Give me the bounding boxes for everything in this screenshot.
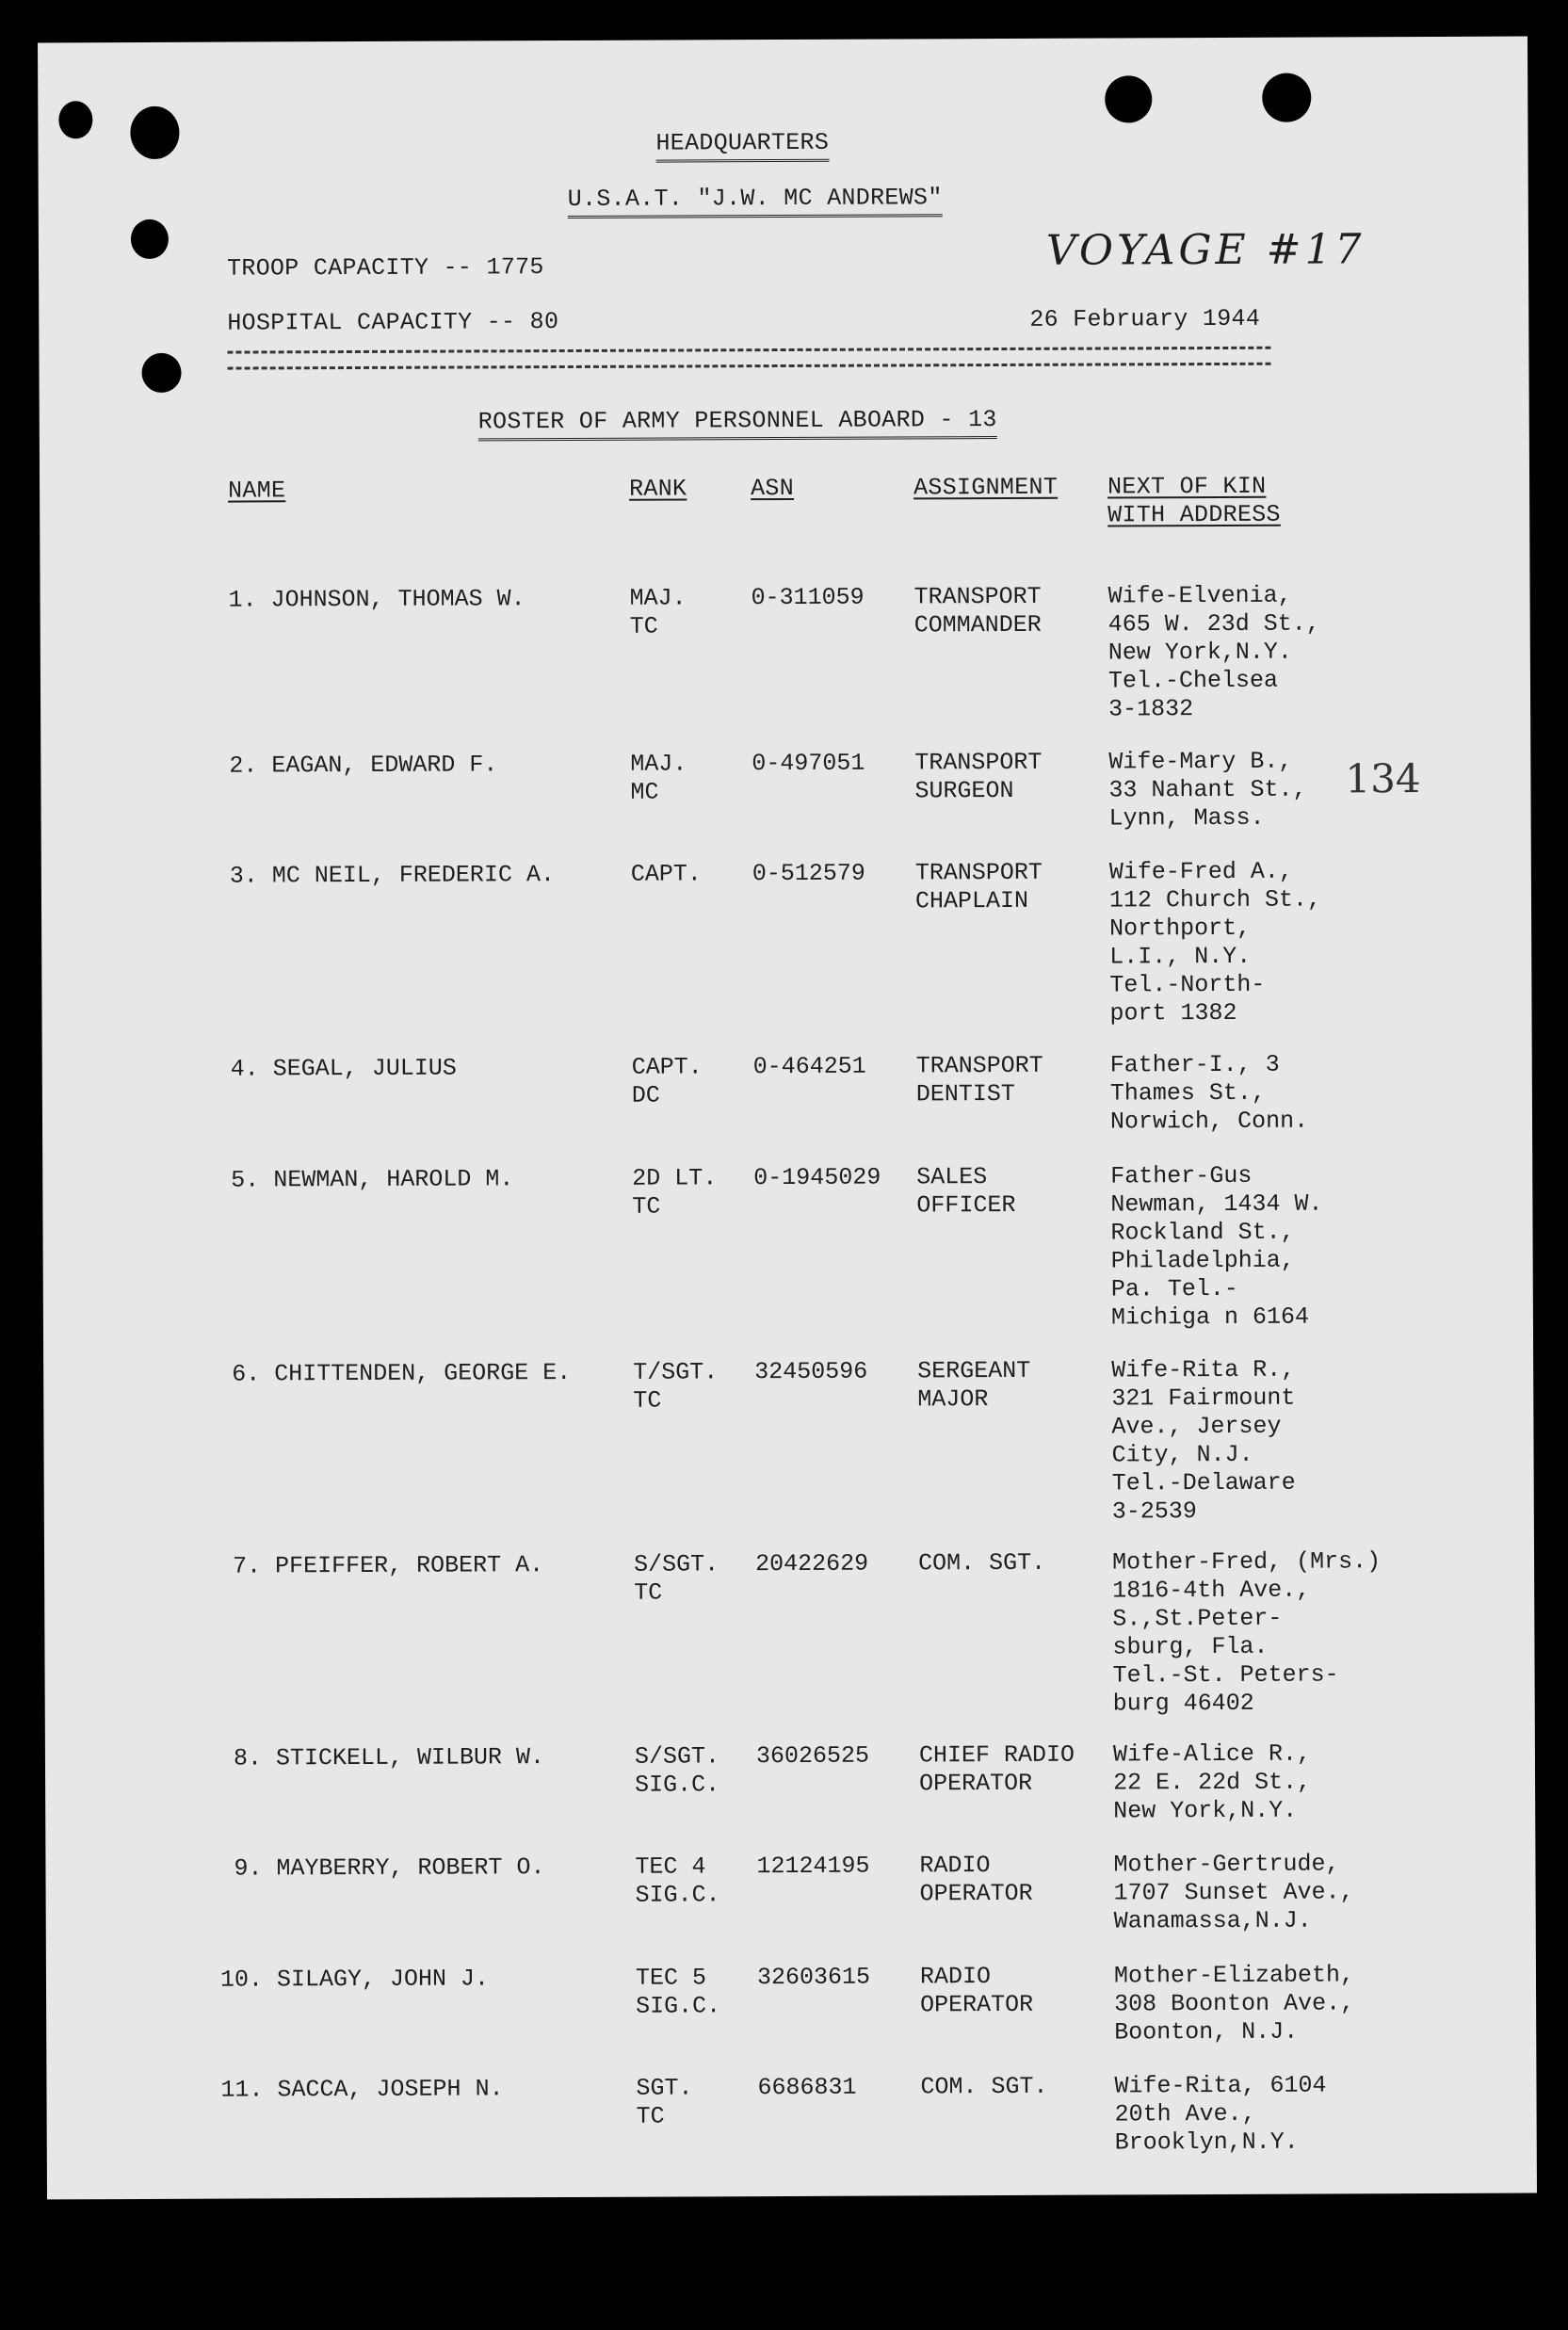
cell-name: 5. NEWMAN, HAROLD M.	[231, 1165, 514, 1194]
column-header-asn: ASN	[751, 474, 795, 503]
roster-title: ROSTER OF ARMY PERSONNEL ABOARD - 13	[478, 406, 997, 441]
cell-asn: 20422629	[754, 1549, 869, 1578]
cell-asn: 6686831	[757, 2073, 857, 2102]
cell-rank: S/SGT. TC	[634, 1550, 719, 1607]
document-date: 26 February 1944	[1029, 304, 1261, 333]
cell-assignment: TRANSPORT DENTIST	[915, 1051, 1043, 1108]
cell-name: 9. MAYBERRY, ROBERT O.	[234, 1853, 545, 1883]
cell-assignment: RADIO OPERATOR	[919, 1963, 1034, 2019]
separator-rule	[227, 347, 1270, 370]
column-header-next-of-kin: NEXT OF KIN WITH ADDRESS	[1107, 472, 1281, 529]
cell-rank: MAJ. MC	[630, 750, 687, 806]
cell-assignment: RADIO OPERATOR	[919, 1852, 1033, 1908]
cell-assignment: TRANSPORT CHAPLAIN	[914, 858, 1043, 915]
cell-rank: CAPT. DC	[631, 1053, 703, 1109]
hospital-capacity: HOSPITAL CAPACITY -- 80	[227, 308, 559, 337]
cell-assignment: CHIEF RADIO OPERATOR	[918, 1740, 1075, 1798]
column-header-name: NAME	[228, 477, 286, 505]
punch-hole	[1262, 73, 1311, 122]
cell-next-of-kin: Wife-Fred A., 112 Church St., Northport, L.I., N.Y. Tel.-North- port 1382	[1108, 857, 1322, 1027]
cell-name: 6. CHITTENDEN, GEORGE E.	[232, 1358, 572, 1388]
cell-rank: SGT. TC	[636, 2074, 693, 2130]
cell-next-of-kin: Wife-Alice R., 22 E. 22d St., New York,N.Y.	[1112, 1739, 1312, 1825]
cell-rank: T/SGT. TC	[633, 1358, 719, 1415]
cell-rank: 2D LT. TC	[632, 1164, 718, 1221]
cell-next-of-kin: Wife-Mary B., 33 Nahant St., Lynn, Mass.	[1108, 747, 1307, 833]
cell-next-of-kin: Father-I., 3 Thames St., Norwich, Conn.	[1109, 1050, 1309, 1136]
cell-asn: 32450596	[754, 1357, 868, 1386]
cell-next-of-kin: Wife-Elvenia, 465 W. 23d St., New York,N.Y. Tel.-Chelsea 3-1832	[1107, 581, 1320, 723]
cell-name: 7. PFEIFFER, ROBERT A.	[233, 1551, 544, 1580]
cell-assignment: TRANSPORT SURGEON	[914, 748, 1043, 805]
cell-name: 4. SEGAL, JULIUS	[230, 1054, 457, 1083]
cell-name: 11. SACCA, JOSEPH N.	[220, 2075, 504, 2104]
column-header-assignment: ASSIGNMENT	[913, 473, 1059, 502]
cell-assignment: SALES OFFICER	[916, 1163, 1016, 1220]
cell-rank: S/SGT. SIG.C.	[634, 1742, 720, 1799]
cell-asn: 0-512579	[752, 859, 865, 888]
cell-next-of-kin: Mother-Elizabeth, 308 Boonton Ave., Boonton, N.J.	[1113, 1961, 1355, 2047]
cell-asn: 0-497051	[752, 749, 865, 778]
cell-asn: 0-464251	[752, 1052, 866, 1081]
cell-asn: 32603615	[756, 1963, 871, 1992]
page-number: 134	[1345, 755, 1421, 802]
cell-name: 3. MC NEIL, FREDERIC A.	[229, 861, 555, 890]
cell-name: 8. STICKELL, WILBUR W.	[233, 1743, 545, 1772]
document-title: HEADQUARTERS	[655, 129, 829, 163]
cell-rank: MAJ. TC	[629, 584, 687, 640]
cell-asn: 0-1945029	[753, 1163, 881, 1192]
cell-name: 10. SILAGY, JOHN J.	[219, 1965, 490, 1994]
cell-next-of-kin: Father-Gus Newman, 1434 W. Rockland St., Philadelphia, Pa. Tel.- Michiga n 6164	[1110, 1161, 1323, 1332]
cell-rank: TEC 4 SIG.C.	[635, 1853, 720, 1909]
punch-hole	[131, 219, 169, 259]
cell-next-of-kin: Mother-Gertrude, 1707 Sunset Ave., Wanamassa,N.J.	[1113, 1850, 1354, 1935]
cell-assignment: TRANSPORT COMMANDER	[913, 582, 1042, 639]
cell-assignment: COM. SGT.	[917, 1548, 1046, 1578]
ship-name: U.S.A.T. "J.W. MC ANDREWS"	[568, 184, 943, 218]
punch-hole	[58, 101, 92, 138]
troop-capacity: TROOP CAPACITY -- 1775	[226, 253, 544, 283]
cell-name: 1. JOHNSON, THOMAS W.	[228, 585, 525, 614]
punch-hole	[1105, 75, 1152, 122]
cell-rank: TEC 5 SIG.C.	[635, 1964, 721, 2020]
cell-rank: CAPT.	[630, 860, 702, 888]
cell-assignment: COM. SGT.	[920, 2072, 1048, 2101]
cell-asn: 36026525	[755, 1741, 870, 1771]
cell-assignment: SERGEANT MAJOR	[917, 1356, 1031, 1414]
column-header-rank: RANK	[629, 475, 687, 503]
cell-next-of-kin: Wife-Rita R., 321 Fairmount Ave., Jersey City, N.J. Tel.-Delaware 3-2539	[1111, 1355, 1296, 1526]
document-page	[38, 37, 1537, 2200]
cell-next-of-kin: Mother-Fred, (Mrs.) 1816-4th Ave., S.,St.Peter- sburg, Fla. Tel.-St. Peters- burg 46402	[1111, 1547, 1382, 1718]
punch-hole	[130, 106, 179, 159]
cell-next-of-kin: Wife-Rita, 6104 20th Ave., Brooklyn,N.Y.	[1114, 2071, 1327, 2157]
cell-name: 2. EAGAN, EDWARD F.	[229, 751, 498, 780]
cell-asn: 0-311059	[751, 583, 865, 612]
punch-hole	[141, 353, 181, 393]
cell-asn: 12124195	[756, 1852, 870, 1881]
voyage-number: VOYAGE #17	[1045, 225, 1366, 275]
